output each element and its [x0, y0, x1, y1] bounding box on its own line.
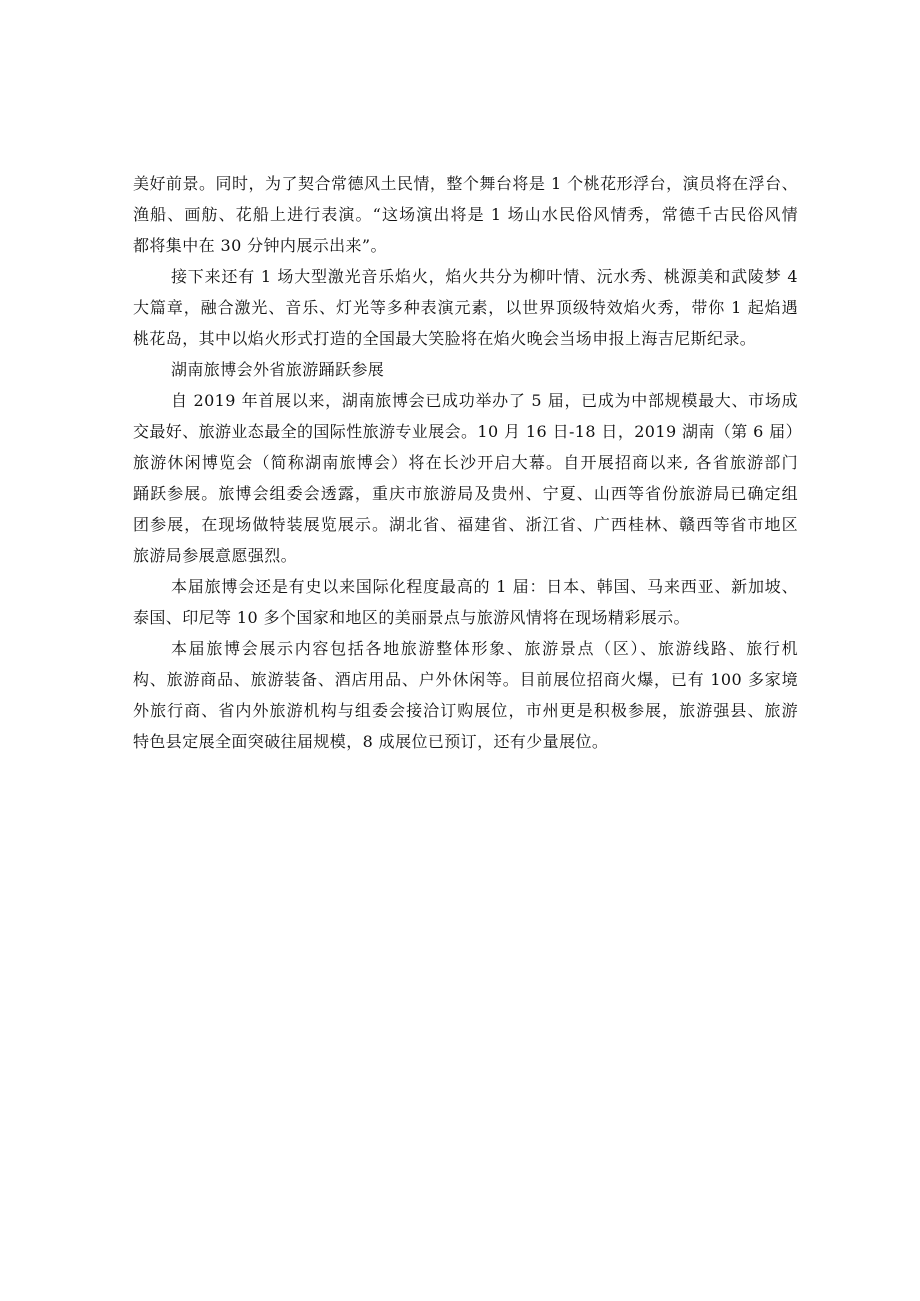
text-line: 特色县定展全面突破往届规模，8 成展位已预订，还有少量展位。	[133, 732, 609, 751]
text-line: 踊跃参展。旅博会组委会透露，重庆市旅游局及贵州、宁夏、山西等省份旅游局已确定组	[133, 484, 798, 503]
text-line: 交最好、旅游业态最全的国际性旅游专业展会。10 月 16 日-18 日，2019 湖南（第 6 届）	[133, 422, 802, 441]
text-line: 旅游局参展意愿强烈。	[133, 546, 298, 565]
text-line: 渔船、画舫、花船上进行表演。“这场演出将是 1 场山水民俗风情秀，常德千古民俗风情	[133, 205, 798, 224]
text-line: 本届旅博会展示内容包括各地旅游整体形象、旅游景点（区）、旅游线路、旅行机	[171, 639, 798, 658]
text-line: 接下来还有 1 场大型激光音乐焰火，焰火共分为柳叶情、沅水秀、桃源美和武陵梦 4	[171, 267, 798, 286]
text-line: 桃花岛，其中以焰火形式打造的全国最大笑脸将在焰火晚会当场申报上海吉尼斯纪录。	[133, 329, 757, 348]
paragraph-international	[133, 571, 798, 633]
text-line: 旅游休闲博览会（简称湖南旅博会）将在长沙开启大幕。自开展招商以来, 各省旅游部门	[133, 453, 798, 472]
text-line: 构、旅游商品、旅游装备、酒店用品、户外休闲等。目前展位招商火爆，已有 100 多家境	[133, 670, 798, 689]
text-line: 本届旅博会还是有史以来国际化程度最高的 1 届：日本、韩国、马来西亚、新加坡、	[171, 577, 798, 596]
text-line: 大篇章，融合激光、音乐、灯光等多种表演元素，以世界顶级特效焰火秀，带你 1 起焰遇	[133, 298, 798, 317]
text-line: 都将集中在 30 分钟内展示出来”。	[133, 236, 387, 255]
text-line: 自 2019 年首展以来，湖南旅博会已成功举办了 5 届，已成为中部规模最大、市场成	[171, 391, 798, 410]
article-body	[133, 168, 802, 757]
text-line: 泰国、印尼等 10 多个国家和地区的美丽景点与旅游风情将在现场精彩展示。	[133, 608, 690, 627]
text-line: 团参展，在现场做特装展览展示。湖北省、福建省、浙江省、广西桂林、赣西等省市地区	[133, 515, 798, 534]
paragraph-expo-intro	[133, 385, 802, 571]
text-line: 美好前景。同时，为了契合常德风土民情，整个舞台将是 1 个桃花形浮台，演员将在浮台、	[133, 174, 798, 193]
paragraph-stage-description	[133, 168, 798, 261]
section-heading-text: 湖南旅博会外省旅游踊跃参展	[171, 360, 385, 379]
paragraph-exhibits	[133, 633, 798, 757]
text-line: 外旅行商、省内外旅游机构与组委会接洽订购展位，市州更是积极参展，旅游强县、旅游	[133, 701, 798, 720]
section-heading	[133, 354, 798, 385]
paragraph-fireworks	[133, 261, 798, 354]
